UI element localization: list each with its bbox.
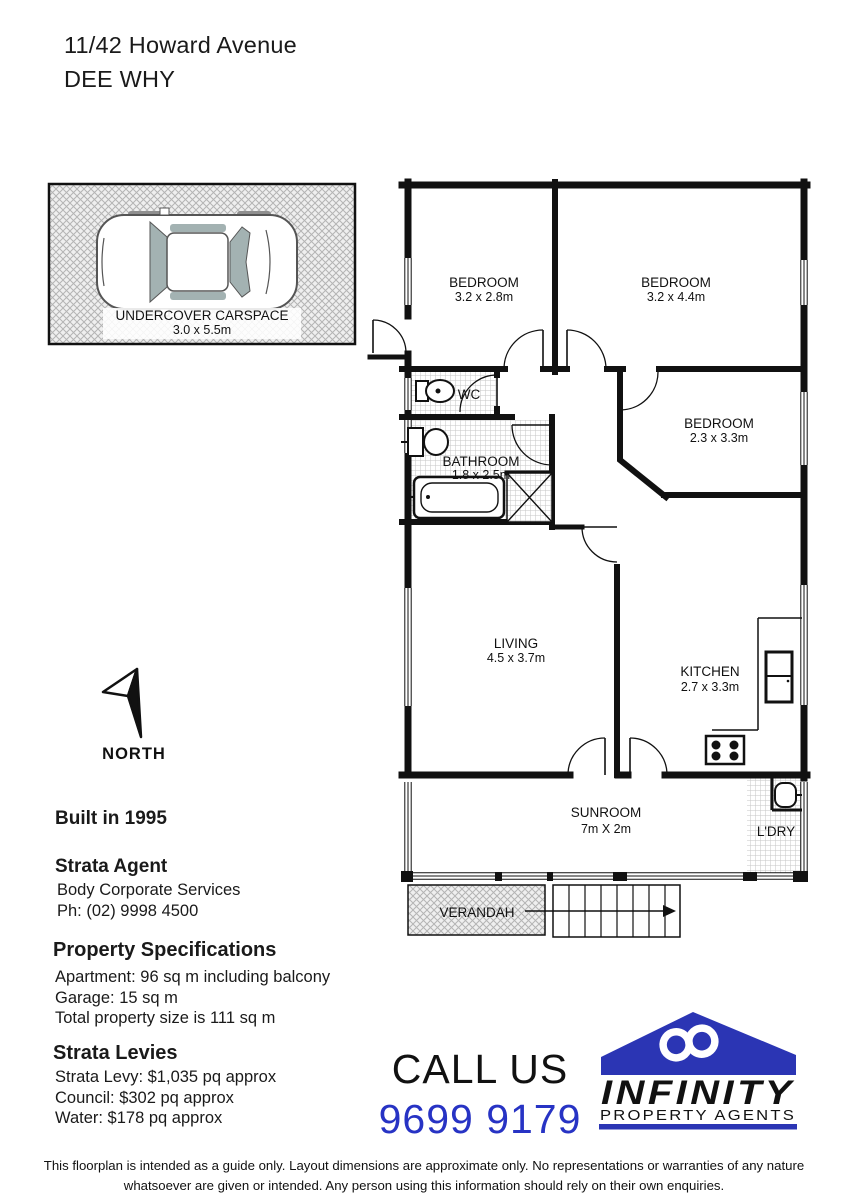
verandah-label: VERANDAH xyxy=(439,905,515,920)
spec-garage: Garage: 15 sq m xyxy=(55,989,178,1007)
sunroom-dims: 7m X 2m xyxy=(580,822,632,836)
levy-strata: Strata Levy: $1,035 pq approx xyxy=(55,1068,277,1086)
spec-total: Total property size is 111 sq m xyxy=(55,1009,276,1027)
agency-phone-number: 9699 9179 xyxy=(378,1096,582,1142)
north-label: NORTH xyxy=(102,745,166,763)
carspace-label: UNDERCOVER CARSPACE xyxy=(115,308,289,323)
property-specs-heading: Property Specifications xyxy=(53,939,277,961)
disclaimer-text: This floorplan is intended as a guide only. Layout dimensions are approximate only. No representations or warranties of any nature whatsoever are given or intended. Any person using this information should rely on their own enquiries. xyxy=(43,1158,805,1193)
bathtub-icon xyxy=(407,477,504,518)
kitchen-label: KITCHEN xyxy=(680,664,740,679)
stove-icon xyxy=(706,736,744,764)
bedroom1-label: BEDROOM xyxy=(449,275,519,290)
wc-label: WC xyxy=(457,387,481,402)
bedroom3-dims: 2.3 x 3.3m xyxy=(689,431,749,445)
levy-council: Council: $302 pq approx xyxy=(55,1089,234,1107)
kitchen-dims: 2.7 x 3.3m xyxy=(680,680,740,694)
logo-house-shape xyxy=(601,1012,796,1075)
call-us-block xyxy=(350,1046,610,1143)
windows xyxy=(401,258,808,882)
carspace-dims: 3.0 x 5.5m xyxy=(172,323,232,337)
strata-agent-name: Body Corporate Services xyxy=(57,881,241,899)
agency-name: INFINITY xyxy=(601,1074,796,1112)
car-top-view xyxy=(97,208,297,316)
shower-icon xyxy=(507,473,552,522)
levy-water: Water: $178 pq approx xyxy=(55,1109,223,1127)
living-dims: 4.5 x 3.7m xyxy=(486,651,546,665)
call-us-label: CALL US xyxy=(391,1046,569,1092)
toilet-icon xyxy=(416,380,454,402)
built-year: Built in 1995 xyxy=(55,808,167,829)
living-label: LIVING xyxy=(493,636,539,651)
bedroom2-dims: 3.2 x 4.4m xyxy=(646,290,706,304)
strata-agent-phone: Ph: (02) 9998 4500 xyxy=(57,902,199,920)
bedroom3-label: BEDROOM xyxy=(684,416,754,431)
sunroom-label: SUNROOM xyxy=(570,805,642,820)
address-line2: DEE WHY xyxy=(64,66,176,92)
strata-levies-heading: Strata Levies xyxy=(53,1042,178,1064)
bedroom2-label: BEDROOM xyxy=(641,275,711,290)
strata-agent-heading: Strata Agent xyxy=(55,856,168,877)
bathroom-label: BATHROOM xyxy=(442,454,520,469)
laundry-label: L'DRY xyxy=(756,824,796,839)
bathroom-dims: 1.8 x 2.5m xyxy=(451,468,511,482)
fridge-icon xyxy=(766,652,792,702)
agency-logo xyxy=(599,1012,797,1130)
spec-apartment: Apartment: 96 sq m including balcony xyxy=(55,968,331,986)
carspace-box xyxy=(49,184,355,344)
logo-underline xyxy=(599,1124,797,1130)
agency-subtitle: PROPERTY AGENTS xyxy=(600,1107,796,1124)
address-line1: 11/42 Howard Avenue xyxy=(64,32,297,58)
bedroom1-dims: 3.2 x 2.8m xyxy=(454,290,514,304)
north-arrow xyxy=(102,669,166,763)
